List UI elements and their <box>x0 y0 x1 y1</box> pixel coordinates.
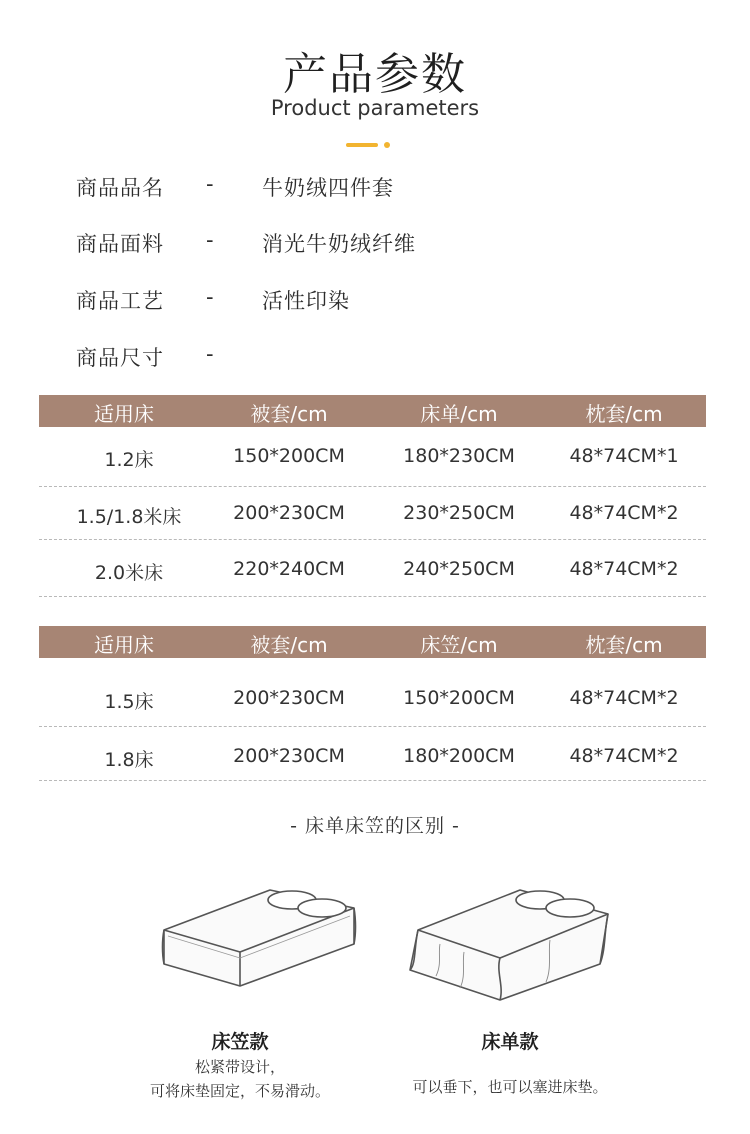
header-cell: 适用床 <box>94 402 154 426</box>
table-row <box>39 727 706 781</box>
table-cell: 180*230CM <box>403 445 515 467</box>
param-key: 商品品名 <box>76 176 164 200</box>
table-cell: 220*240CM <box>233 558 345 580</box>
flat-sheet-icon <box>400 878 620 1008</box>
flat-sheet-label: 床单款 <box>481 1031 539 1053</box>
table-cell: 1.5/1.8米床 <box>76 506 182 528</box>
header-cell: 被套/cm <box>250 402 328 426</box>
param-row-name <box>0 168 750 204</box>
table-cell: 48*74CM*2 <box>569 502 679 524</box>
header-cell: 枕套/cm <box>585 633 663 657</box>
difference-title: - 床单床笠的区别 - <box>290 815 460 837</box>
table-header <box>39 626 706 658</box>
param-row-size <box>0 338 750 374</box>
table-cell: 2.0米床 <box>94 562 164 584</box>
param-key: 商品工艺 <box>76 289 164 313</box>
header-cell: 枕套/cm <box>585 402 663 426</box>
fitted-sheet-desc-line1: 松紧带设计， <box>194 1058 285 1076</box>
page-subtitle: Product parameters <box>270 96 480 120</box>
param-dash: - <box>206 172 214 196</box>
param-dash: - <box>206 228 214 252</box>
param-dash: - <box>206 342 214 366</box>
fitted-sheet-desc-line2: 可将床垫固定，不易滑动。 <box>149 1082 330 1100</box>
table-cell: 150*200CM <box>233 445 345 467</box>
table-header <box>39 395 706 427</box>
table-cell: 48*74CM*2 <box>569 745 679 767</box>
param-key: 商品尺寸 <box>76 346 164 370</box>
flat-sheet-desc: 可以垂下，也可以塞进床垫。 <box>412 1078 608 1096</box>
param-key: 商品面料 <box>76 232 164 256</box>
header-cell: 床单/cm <box>420 402 498 426</box>
size-table-fitted-sheet <box>39 626 706 781</box>
table-cell: 200*230CM <box>233 745 345 767</box>
table-cell: 200*230CM <box>233 502 345 524</box>
table-row <box>39 487 706 540</box>
table-row <box>39 540 706 597</box>
table-row <box>39 658 706 727</box>
header-cell: 床笠/cm <box>420 633 498 657</box>
size-table-flat-sheet <box>39 395 706 597</box>
param-value: 活性印染 <box>262 289 350 313</box>
table-cell: 48*74CM*1 <box>569 445 679 467</box>
table-row <box>39 427 706 487</box>
table-cell: 230*250CM <box>403 502 515 524</box>
table-cell: 200*230CM <box>233 687 345 709</box>
page-title: 产品参数 <box>283 49 467 100</box>
table-cell: 1.8床 <box>104 749 154 771</box>
table-cell: 240*250CM <box>403 558 515 580</box>
table-cell: 1.2床 <box>104 449 154 471</box>
fitted-sheet-icon <box>150 878 370 998</box>
table-cell: 180*200CM <box>403 745 515 767</box>
param-value: 消光牛奶绒纤维 <box>262 232 416 256</box>
header-cell: 被套/cm <box>250 633 328 657</box>
table-cell: 1.5床 <box>104 691 154 713</box>
table-cell: 48*74CM*2 <box>569 558 679 580</box>
param-row-fabric <box>0 224 750 260</box>
param-dash: - <box>206 285 214 309</box>
table-cell: 48*74CM*2 <box>569 687 679 709</box>
header-cell: 适用床 <box>94 633 154 657</box>
param-value: 牛奶绒四件套 <box>262 176 394 200</box>
param-row-craft <box>0 281 750 317</box>
table-cell: 150*200CM <box>403 687 515 709</box>
fitted-sheet-label: 床笠款 <box>211 1031 269 1053</box>
